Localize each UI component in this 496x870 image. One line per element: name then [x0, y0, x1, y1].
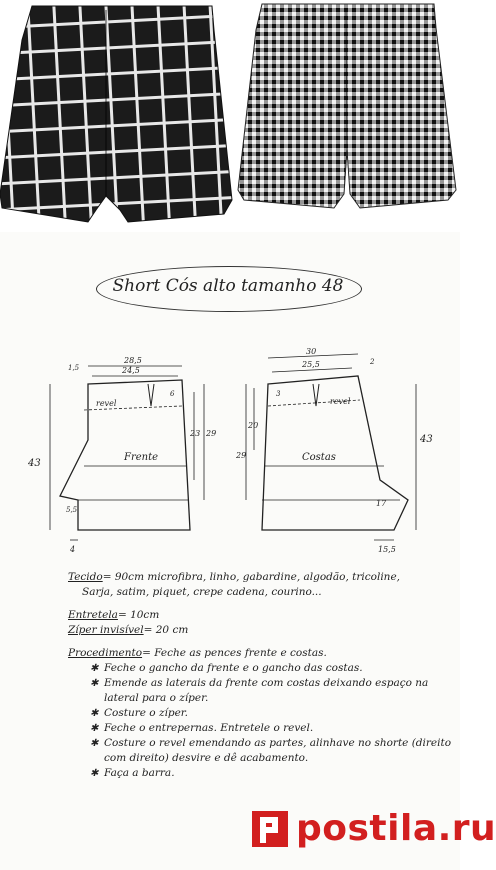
front-dart — [148, 384, 154, 406]
shorts-photos — [0, 0, 460, 232]
watermark-text: postila.ru — [296, 808, 496, 849]
back-top-inner: 25,5 — [302, 360, 320, 369]
back-corner: 2 — [370, 358, 375, 366]
front-corner: 1,5 — [68, 364, 80, 372]
back-crotch: 17 — [376, 499, 387, 508]
product-photos — [0, 0, 460, 232]
front-height: 43 — [28, 458, 41, 469]
back-label: Costas — [302, 452, 336, 463]
step-item: ✱ Feche o entrepernas. Entretele o revel. — [90, 721, 453, 736]
front-bottom: 4 — [70, 545, 76, 554]
tecido-line — [68, 570, 453, 585]
procedimento-label: Procedimento — [68, 647, 143, 659]
instructions — [68, 570, 453, 781]
front-facing: revel — [96, 399, 117, 408]
ziper-text: = 20 cm — [143, 624, 189, 636]
back-bottom: 15,5 — [378, 545, 396, 554]
step-item: ✱ Costure o zíper. — [90, 706, 453, 721]
step-item: ✱ Costure o revel emendando as partes, alinhave no shorte (direito com direito) desvire e dê acabamento. — [90, 736, 453, 766]
tecido-text: = 90cm microfibra, linho, gabardine, algodão, tricoline, — [102, 571, 400, 583]
ziper-line — [68, 623, 453, 638]
entretela-label: Entretela — [68, 609, 118, 621]
procedimento-first: = Feche as pences frente e costas. — [142, 647, 327, 659]
back-side1: 20 — [248, 421, 259, 430]
tecido-line-2: Sarja, satim, piquet, crepe cadena, courino... — [82, 586, 322, 598]
tecido-label: Tecido — [68, 571, 103, 583]
front-top-outer: 28,5 — [124, 356, 142, 365]
back-top-outer: 30 — [306, 347, 317, 356]
postila-logo-icon — [250, 809, 290, 849]
left-shorts — [0, 6, 232, 222]
back-side2: 29 — [236, 451, 247, 460]
entretela-text: = 10cm — [117, 609, 160, 621]
step-item: ✱ Feche o gancho da frente e o gancho das costas. — [90, 661, 453, 676]
front-crotch: 5,5 — [66, 506, 78, 514]
front-dart-size: 6 — [170, 390, 175, 398]
back-dart-size: 3 — [276, 390, 281, 398]
front-top-inner: 24,5 — [122, 366, 140, 375]
back-height: 43 — [420, 434, 433, 445]
step-item: ✱ Emende as laterais da frente com costas deixando espaço na lateral para o zíper. — [90, 676, 453, 706]
front-side2: 29 — [206, 429, 217, 438]
pattern-diagram — [0, 340, 460, 560]
pattern-title: Short Cós alto tamanho 48 — [112, 276, 344, 296]
step-item: ✱ Faça a barra. — [90, 766, 453, 781]
entretela-line — [68, 608, 453, 623]
steps-list — [68, 661, 453, 781]
front-label: Frente — [124, 452, 159, 463]
procedimento-line — [68, 646, 453, 661]
back-facing: revel — [330, 397, 351, 406]
front-side1: 23 — [190, 429, 201, 438]
ziper-label: Zíper invisível — [68, 624, 144, 636]
watermark — [250, 808, 496, 849]
